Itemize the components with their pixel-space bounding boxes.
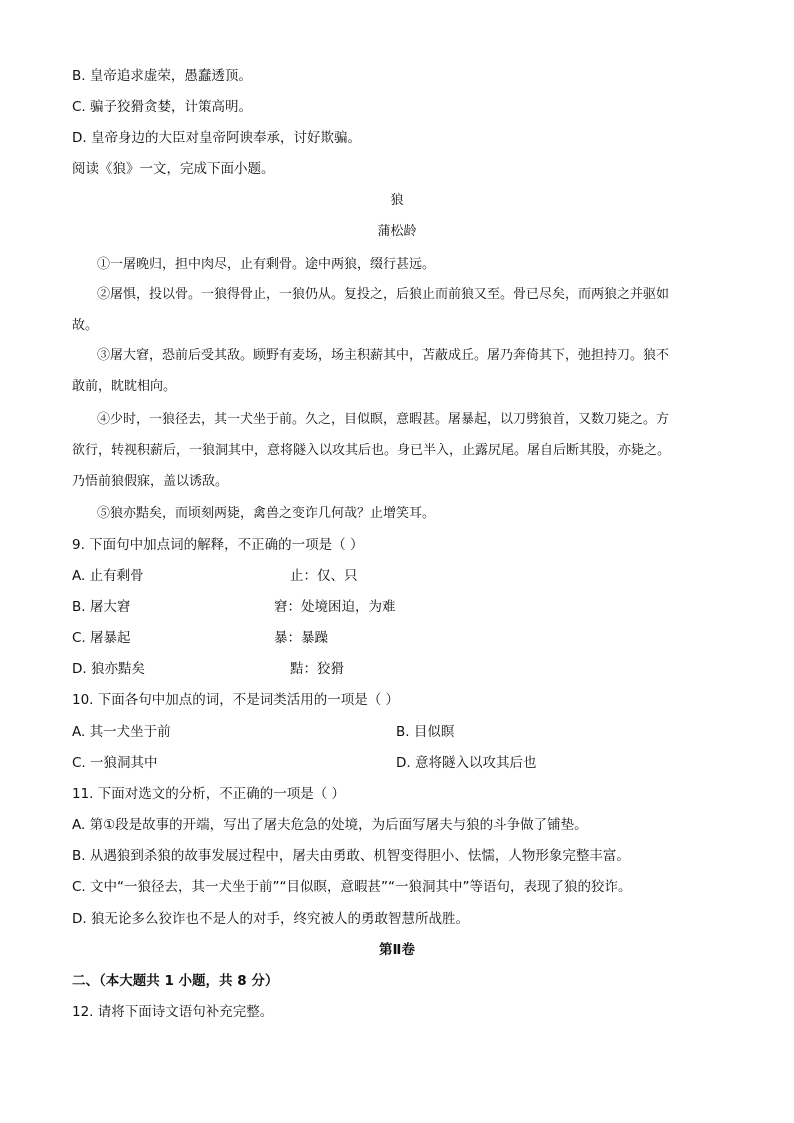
question-9-option-b-gloss: 窘：处境困迫，为难 (274, 599, 396, 615)
passage-paragraph-4-cont: 欲行，转视积薪后，一狼洞其中，意将隧入以攻其后也。身已半入，止露尻尾。屠自后断其股，亦毙之。 (72, 443, 671, 458)
reading-intro: 阅读《狼》一文，完成下面小题。 (72, 161, 275, 177)
question-9-option-c-gloss: 暴：暴躁 (274, 630, 328, 646)
prev-option-d: D. 皇帝身边的大臣对皇帝阿谀奉承，讨好欺骗。 (72, 130, 361, 146)
question-9-option-c: C. 屠暴起 (72, 630, 131, 646)
passage-paragraph-2: ②屠惧，投以骨。一狼得骨止，一狼仍从。复投之，后狼止而前狼又至。骨已尽矣，而两狼之并驱如 (97, 287, 670, 302)
question-11-stem: 11. 下面对选文的分析，不正确的一项是（ ） (72, 786, 346, 802)
passage-paragraph-3: ③屠大窘，恐前后受其敌。顾野有麦场，场主积薪其中，苫蔽成丘。屠乃奔倚其下，弛担持刀。狼不 (97, 348, 670, 363)
passage-paragraph-4-cont2: 乃悟前狼假寐，盖以诱敌。 (72, 474, 229, 489)
prev-option-c: C. 骗子狡猾贪婪，计策高明。 (72, 99, 253, 115)
passage-paragraph-4: ④少时，一狼径去，其一犬坐于前。久之，目似瞑，意暇甚。屠暴起，以刀劈狼首，又数刀毙之。方 (97, 412, 670, 427)
question-10-option-b: B. 目似瞑 (396, 724, 455, 740)
passage-paragraph-5: ⑤狼亦黠矣，而顷刻两毙，禽兽之变诈几何哉？止增笑耳。 (97, 506, 436, 521)
question-9-option-b: B. 屠大窘 (72, 599, 131, 615)
question-9-stem: 9. 下面句中加点词的解释，不正确的一项是（ ） (72, 537, 364, 553)
question-10-option-a: A. 其一犬坐于前 (72, 724, 171, 740)
question-10-option-c: C. 一狼洞其中 (72, 755, 158, 771)
part-2-heading: 二、（本大题共 1 小题，共 8 分） (72, 973, 279, 989)
question-10-option-d: D. 意将隧入以攻其后也 (396, 755, 537, 771)
prev-option-b: B. 皇帝追求虚荣，愚蠢透顶。 (72, 68, 252, 84)
passage-paragraph-1: ①一屠晚归，担中肉尽，止有剩骨。途中两狼，缀行甚远。 (97, 257, 436, 272)
section-2-heading: 第Ⅱ卷 (379, 942, 415, 958)
passage-paragraph-3-cont: 敢前，眈眈相向。 (72, 379, 177, 394)
passage-author: 蒲松龄 (377, 224, 417, 239)
question-9-option-a: A. 止有剩骨 (72, 568, 144, 584)
question-11-option-a: A. 第①段是故事的开端，写出了屠夫危急的处境，为后面写屠夫与狼的斗争做了铺垫。 (72, 817, 588, 833)
question-11-option-c: C. 文中“一狼径去，其一犬坐于前”“目似瞑，意暇甚”“一狼洞其中”等语句，表现了狼的狡诈。 (72, 879, 632, 895)
question-11-option-b: B. 从遇狼到杀狼的故事发展过程中，屠夫由勇敢、机智变得胆小、怯懦，人物形象完整丰富。 (72, 848, 630, 864)
question-9-option-d: D. 狼亦黠矣 (72, 661, 145, 677)
passage-title: 狼 (390, 193, 404, 208)
passage-paragraph-2-cont: 故。 (72, 318, 99, 333)
question-9-option-a-gloss: 止：仅、只 (290, 568, 358, 584)
question-11-option-d: D. 狼无论多么狡诈也不是人的对手，终究被人的勇敢智慧所战胜。 (72, 911, 469, 927)
question-10-stem: 10. 下面各句中加点的词，不是词类活用的一项是（ ） (72, 692, 400, 708)
question-9-option-d-gloss: 黠：狡猾 (290, 661, 344, 677)
question-12-stem: 12. 请将下面诗文语句补充完整。 (72, 1004, 274, 1020)
